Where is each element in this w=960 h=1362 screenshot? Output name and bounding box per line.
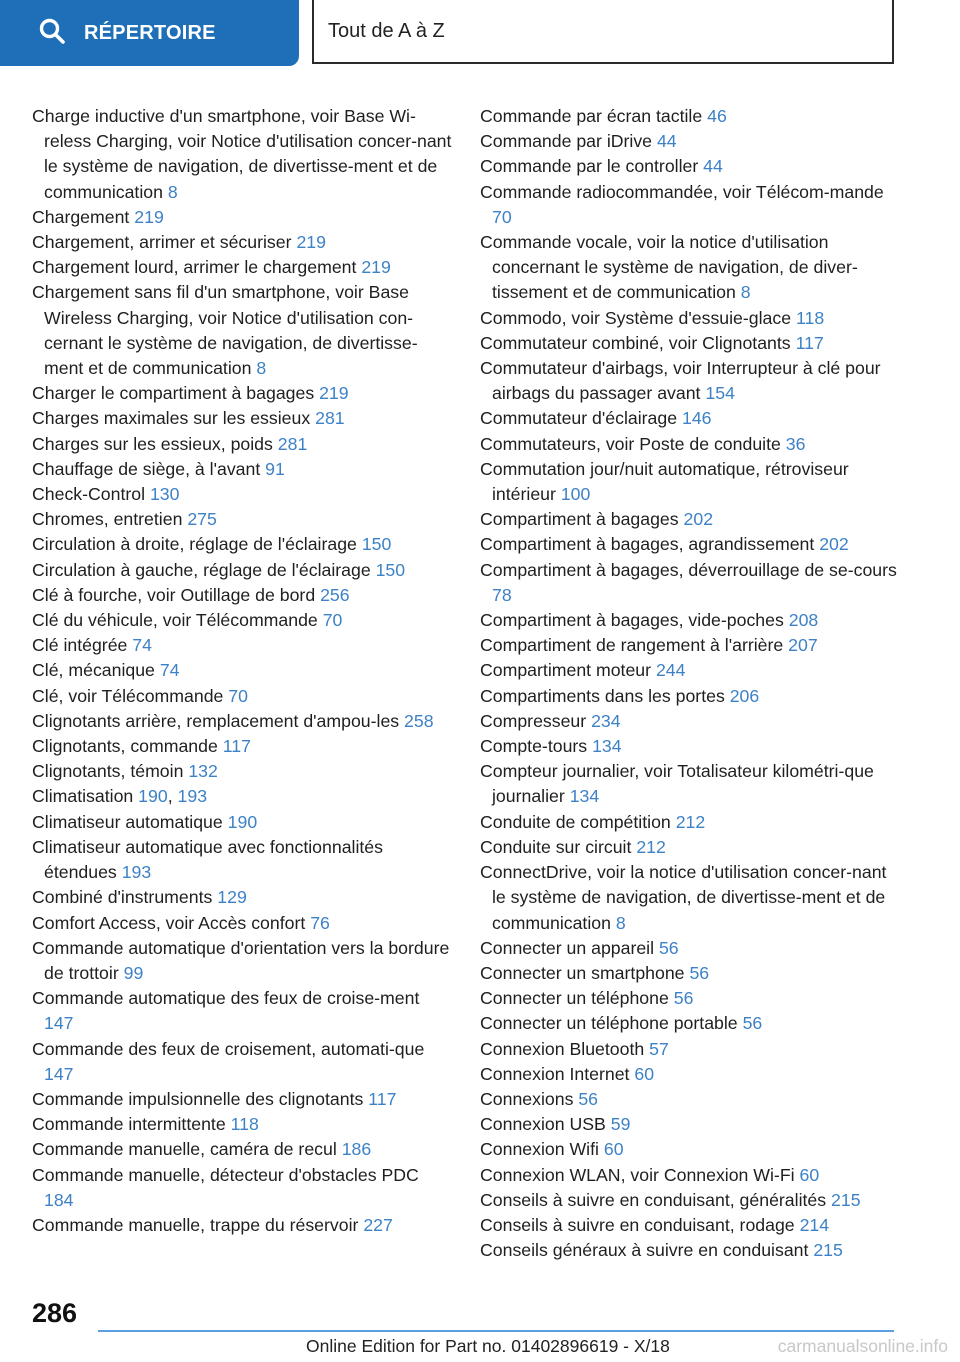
index-entry-text: Commande automatique des feux de croise-ment (32, 988, 420, 1009)
page-link[interactable]: 99 (123, 962, 144, 983)
page-link[interactable]: 117 (368, 1088, 397, 1109)
index-entry (480, 457, 900, 507)
index-entry-text: Commande des feux de croisement, automati-que (32, 1038, 425, 1059)
index-entry-text: Connexion WLAN, voir Connexion Wi-Fi (480, 1164, 795, 1185)
index-entry-text: Charges sur les essieux, poids (32, 433, 273, 454)
page-link[interactable]: 60 (603, 1139, 624, 1160)
index-entry-text: Clé du véhicule, voir Télécommande (32, 610, 318, 631)
index-entry (480, 684, 900, 709)
page-link[interactable]: 56 (742, 1013, 763, 1034)
index-entry (32, 684, 452, 709)
page-link[interactable]: 281 (315, 408, 345, 429)
index-entry-text: Commutateur d'éclairage (480, 408, 678, 429)
page-link[interactable]: 134 (592, 736, 622, 757)
page-link[interactable]: 227 (363, 1214, 393, 1235)
index-entry (480, 406, 900, 431)
page-link[interactable]: 59 (610, 1114, 631, 1135)
index-entry (32, 658, 452, 683)
page-link[interactable]: 117 (222, 736, 251, 757)
footer-divider (98, 1330, 894, 1332)
watermark: carmanualsonline.info (777, 1336, 948, 1356)
page-link[interactable]: 186 (341, 1139, 372, 1160)
index-entry-text: Connexion Internet (480, 1063, 630, 1084)
page-link[interactable]: 214 (799, 1214, 830, 1235)
index-entry (480, 810, 900, 835)
index-entry (480, 835, 900, 860)
index-entry-text: Compartiments dans les portes (480, 685, 725, 706)
index-entry-text: Combiné d'instruments (32, 887, 213, 908)
index-entry-text: Circulation à gauche, réglage de l'éclairage (32, 559, 371, 580)
index-entry (32, 558, 452, 583)
index-entry (480, 230, 900, 306)
index-entry (32, 255, 452, 280)
index-entry (32, 406, 452, 431)
index-entry (32, 1112, 452, 1137)
page-link[interactable]: 8 (740, 282, 751, 303)
index-entry (32, 608, 452, 633)
page-link[interactable]: 219 (361, 257, 391, 278)
page-link[interactable]: 208 (788, 610, 819, 631)
footer-edition-text: Online Edition for Part no. 01402896619 - X/18 (306, 1336, 670, 1356)
page-link[interactable]: 244 (655, 660, 686, 681)
page-link[interactable]: 219 (134, 206, 164, 227)
page-link[interactable]: 91 (265, 458, 285, 479)
page-link[interactable]: 46 (707, 106, 727, 126)
index-entry (480, 1087, 900, 1112)
index-entry (32, 583, 452, 608)
index-entry-text: Commande manuelle, trappe du réservoir (32, 1214, 359, 1235)
index-entry-text: Chargement sans fil d'un smartphone, voir Base Wireless Charging, voir Notice d'utilisation con-cernant le système de navigation, de divertisse-ment et de communication (32, 282, 418, 379)
repertoire-label: RÉPERTOIRE (84, 21, 216, 44)
page-link[interactable]: 215 (831, 1189, 861, 1210)
page-link[interactable]: 146 (681, 408, 712, 429)
index-entry-text: Compresseur (480, 710, 587, 731)
page-link[interactable]: 212 (636, 836, 666, 857)
index-entry-text: Commande par iDrive (480, 131, 653, 152)
page-link[interactable]: 275 (187, 509, 217, 530)
index-entry-text: Connexion USB (480, 1114, 606, 1135)
page-link[interactable]: 74 (159, 660, 180, 681)
page-link[interactable]: 134 (569, 786, 600, 807)
index-entry-text: Connexion Bluetooth (480, 1038, 645, 1059)
page-link[interactable]: 129 (217, 887, 247, 908)
page-link[interactable]: 76 (310, 912, 330, 933)
index-entry-text: Connecter un téléphone (480, 988, 669, 1009)
page-link[interactable]: 215 (813, 1240, 843, 1261)
index-entry (480, 1037, 900, 1062)
index-entry-text: Compte-tours (480, 736, 588, 757)
page-number: 286 (32, 1298, 78, 1328)
page-link[interactable]: 78 (492, 584, 512, 605)
index-entry-text: Clé, mécanique (32, 660, 155, 681)
index-entry-text: Conduite de compétition (480, 811, 671, 832)
index-entry (32, 280, 452, 381)
index-entry (32, 381, 452, 406)
index-entry (480, 1213, 900, 1238)
index-entry-text: Connexions (480, 1088, 574, 1109)
index-entry (480, 986, 900, 1011)
page-link[interactable]: 56 (673, 988, 694, 1009)
index-entry (32, 810, 452, 835)
page-link[interactable]: 190 (138, 786, 168, 807)
index-entry-text: Chargement lourd, arrimer le chargement (32, 257, 357, 278)
index-entry (480, 104, 900, 129)
repertoire-button[interactable] (0, 0, 299, 66)
index-entry-text: Clignotants arrière, remplacement d'ampou-les (32, 710, 400, 731)
index-entry-text: Clé, voir Télécommande (32, 685, 224, 706)
index-entry-text: Commande manuelle, détecteur d'obstacles PDC (32, 1164, 419, 1185)
index-entry (32, 230, 452, 255)
index-entry-text: Commande impulsionnelle des clignotants (32, 1088, 364, 1109)
index-entry (32, 835, 452, 885)
page-link[interactable]: 56 (689, 962, 710, 983)
index-entry (32, 1037, 452, 1087)
page-link[interactable]: 56 (658, 937, 679, 958)
index-entry (32, 1163, 452, 1213)
index-entry (32, 759, 452, 784)
page-link[interactable]: 193 (177, 786, 208, 807)
index-entry-text: Commodo, voir Système d'essuie-glace (480, 307, 792, 328)
page-link[interactable]: 150 (375, 559, 406, 580)
tab-a-to-z[interactable] (312, 0, 894, 64)
index-entry-text: Commutateur d'airbags, voir Interrupteur à clé pour airbags du passager avant (480, 358, 881, 404)
page-link[interactable]: 193 (121, 862, 152, 883)
index-entry (480, 734, 900, 759)
index-entry (480, 860, 900, 936)
index-entry: Climatisation 190, 193 (32, 786, 208, 807)
index-entry (480, 608, 900, 633)
page-link[interactable]: 70 (228, 685, 248, 706)
index-entry (32, 633, 452, 658)
page-link[interactable]: 60 (634, 1063, 655, 1084)
index-entry-text: Chromes, entretien (32, 509, 183, 530)
index-entry (480, 1238, 900, 1263)
page-link[interactable]: 184 (44, 1189, 74, 1210)
page-link[interactable]: 70 (492, 206, 512, 227)
index-entry-text: Charge inductive d'un smartphone, voir Base Wi-reless Charging, voir Notice d'utilisation concer-nant le système de navigation, de divertisse-ment et de communication (32, 106, 452, 202)
index-entry (480, 432, 900, 457)
index-entry (480, 129, 900, 154)
page-link[interactable]: 8 (256, 358, 267, 379)
page-link[interactable]: 206 (729, 685, 760, 706)
index-entry-text: Connecter un appareil (480, 937, 655, 958)
index-entry (480, 633, 900, 658)
page-link[interactable]: 8 (615, 912, 626, 933)
index-entry-text: Commutateur combiné, voir Clignotants (480, 332, 791, 353)
page-link[interactable]: 70 (322, 610, 343, 631)
index-entry-text: Conduite sur circuit (480, 836, 632, 857)
index-entry-text: Check-Control (32, 484, 146, 505)
index-entry (480, 759, 900, 809)
page-link[interactable]: 190 (227, 811, 258, 832)
page-link[interactable]: 234 (591, 710, 621, 731)
page-link[interactable]: 8 (167, 181, 178, 202)
index-entry-text: Chargement, arrimer et sécuriser (32, 232, 292, 253)
page-link[interactable]: 44 (656, 131, 677, 152)
index-entry (480, 507, 900, 532)
tab-a-to-z-label: Tout de A à Z (328, 19, 445, 42)
page-link[interactable]: 36 (785, 433, 806, 454)
index-entry-text: Conseils à suivre en conduisant, rodage (480, 1214, 795, 1235)
index-entry (480, 1137, 900, 1162)
index-entry-text: Commutateurs, voir Poste de conduite (480, 433, 781, 454)
index-entry (32, 986, 452, 1036)
index-entry-text: Compteur journalier, voir Totalisateur kilométri-que journalier (480, 761, 874, 807)
index-entry-text: Compartiment à bagages, déverrouillage de se-cours (480, 559, 897, 580)
index-entry-text: Commutation jour/nuit automatique, rétroviseur intérieur (480, 458, 849, 505)
index-entry (32, 205, 452, 230)
index-entry (32, 1087, 452, 1112)
index-entry-text: Commande automatique d'orientation vers la bordure de trottoir (32, 937, 450, 983)
index-entry (480, 936, 900, 961)
index-entry-text: Conseils généraux à suivre en conduisant (480, 1240, 809, 1261)
page-link[interactable]: 219 (319, 383, 349, 404)
index-entry-text: Clé intégrée (32, 635, 128, 656)
page-link[interactable]: 56 (578, 1088, 599, 1109)
page-link[interactable]: 118 (230, 1114, 259, 1135)
index-entry (32, 457, 452, 482)
page-link[interactable]: 256 (320, 584, 350, 605)
index-entry (480, 180, 900, 230)
index-entry (480, 1112, 900, 1137)
index-entry-text: Compartiment moteur (480, 660, 652, 681)
index-column-right (480, 104, 900, 1263)
index-entry (32, 734, 452, 759)
index-entry-text: Climatisation (32, 786, 134, 807)
page-link[interactable]: 100 (560, 484, 591, 505)
index-entry-text: Chargement (32, 206, 130, 227)
index-entry (32, 532, 452, 557)
index-entry (480, 306, 900, 331)
page-link[interactable]: 212 (675, 811, 706, 832)
index-entry (32, 936, 452, 986)
page-link[interactable]: 258 (404, 710, 434, 731)
index-entry-text: Circulation à droite, réglage de l'éclairage (32, 534, 357, 555)
index-entry-text: Comfort Access, voir Accès confort (32, 912, 306, 933)
index-entry-text: Conseils à suivre en conduisant, généralités (480, 1189, 827, 1210)
index-entry-text: Climatiseur automatique (32, 811, 223, 832)
page-link[interactable]: 132 (188, 761, 218, 782)
index-entry-text: Connecter un smartphone (480, 962, 685, 983)
page-link[interactable]: 154 (705, 383, 735, 404)
index-entry-text: Clé à fourche, voir Outillage de bord (32, 584, 316, 605)
page-link[interactable]: 202 (819, 534, 849, 555)
search-icon (38, 17, 66, 50)
page-link[interactable]: 44 (703, 156, 723, 177)
index-entry-text: Commande par le controller (480, 156, 699, 177)
page-link[interactable]: 150 (361, 534, 392, 555)
header (0, 0, 960, 66)
page-link[interactable]: 219 (296, 232, 326, 253)
page-link[interactable]: 202 (683, 509, 714, 530)
index-entry (480, 658, 900, 683)
index-entry (32, 709, 452, 734)
index-entry (480, 1062, 900, 1087)
index-entry (32, 432, 452, 457)
index-entry-text: Commande vocale, voir la notice d'utilisation concernant le système de navigation, de diver-tissement et de communication (480, 232, 858, 303)
page-link[interactable]: 147 (44, 1013, 74, 1034)
page-link[interactable]: 147 (44, 1063, 74, 1084)
page-link[interactable]: 118 (796, 307, 825, 328)
index-column-left (32, 104, 452, 1238)
index-entry-text: Clignotants, témoin (32, 761, 184, 782)
index-entry (32, 482, 452, 507)
index-entry (32, 507, 452, 532)
index-entry (480, 558, 900, 608)
index-entry-text: Commande intermittente (32, 1114, 226, 1135)
index-entry-text: Charges maximales sur les essieux (32, 408, 311, 429)
index-entry-text: Clignotants, commande (32, 736, 218, 757)
index-entry (32, 1213, 452, 1238)
page-link[interactable]: 57 (649, 1038, 669, 1059)
index-entry (480, 356, 900, 406)
index-entry (480, 154, 900, 179)
index-entry (480, 1188, 900, 1213)
index-entry (480, 1163, 900, 1188)
page-link[interactable]: 281 (277, 433, 308, 454)
index-entry (32, 911, 452, 936)
index-entry-text: Compartiment de rangement à l'arrière (480, 635, 784, 656)
page-link[interactable]: 207 (788, 635, 818, 656)
index-entry-text: Connecter un téléphone portable (480, 1013, 738, 1034)
page-link[interactable]: 130 (149, 484, 180, 505)
index-entry-text: Chauffage de siège, à l'avant (32, 458, 261, 479)
index-entry-text: Commande radiocommandée, voir Télécom-mande (480, 181, 884, 202)
index-entry-text: Compartiment à bagages, vide-poches (480, 610, 784, 631)
index-entry-text: Connexion Wifi (480, 1139, 599, 1160)
page-link[interactable]: 74 (132, 635, 152, 656)
index-entry (32, 1137, 452, 1162)
index-entry-text: Commande par écran tactile (480, 106, 703, 126)
page-link[interactable]: 117 (795, 332, 824, 353)
index-entry (480, 961, 900, 986)
index-entry-text: Charger le compartiment à bagages (32, 383, 315, 404)
index-entry (480, 331, 900, 356)
index-entry-text: Climatiseur automatique avec fonctionnalités étendues (32, 836, 383, 883)
index-entry-text: Commande manuelle, caméra de recul (32, 1139, 337, 1160)
page-link[interactable]: 60 (799, 1164, 820, 1185)
index-entry (32, 885, 452, 910)
index-entry (480, 1011, 900, 1036)
index-entry (480, 532, 900, 557)
index-entry (32, 104, 452, 205)
index-entry (480, 709, 900, 734)
index-entry-text: ConnectDrive, voir la notice d'utilisation concer-nant le système de navigation, de divertisse-ment et de communication (480, 862, 887, 933)
index-entry-text: Compartiment à bagages, agrandissement (480, 534, 815, 555)
index-entry-text: Compartiment à bagages (480, 509, 679, 530)
